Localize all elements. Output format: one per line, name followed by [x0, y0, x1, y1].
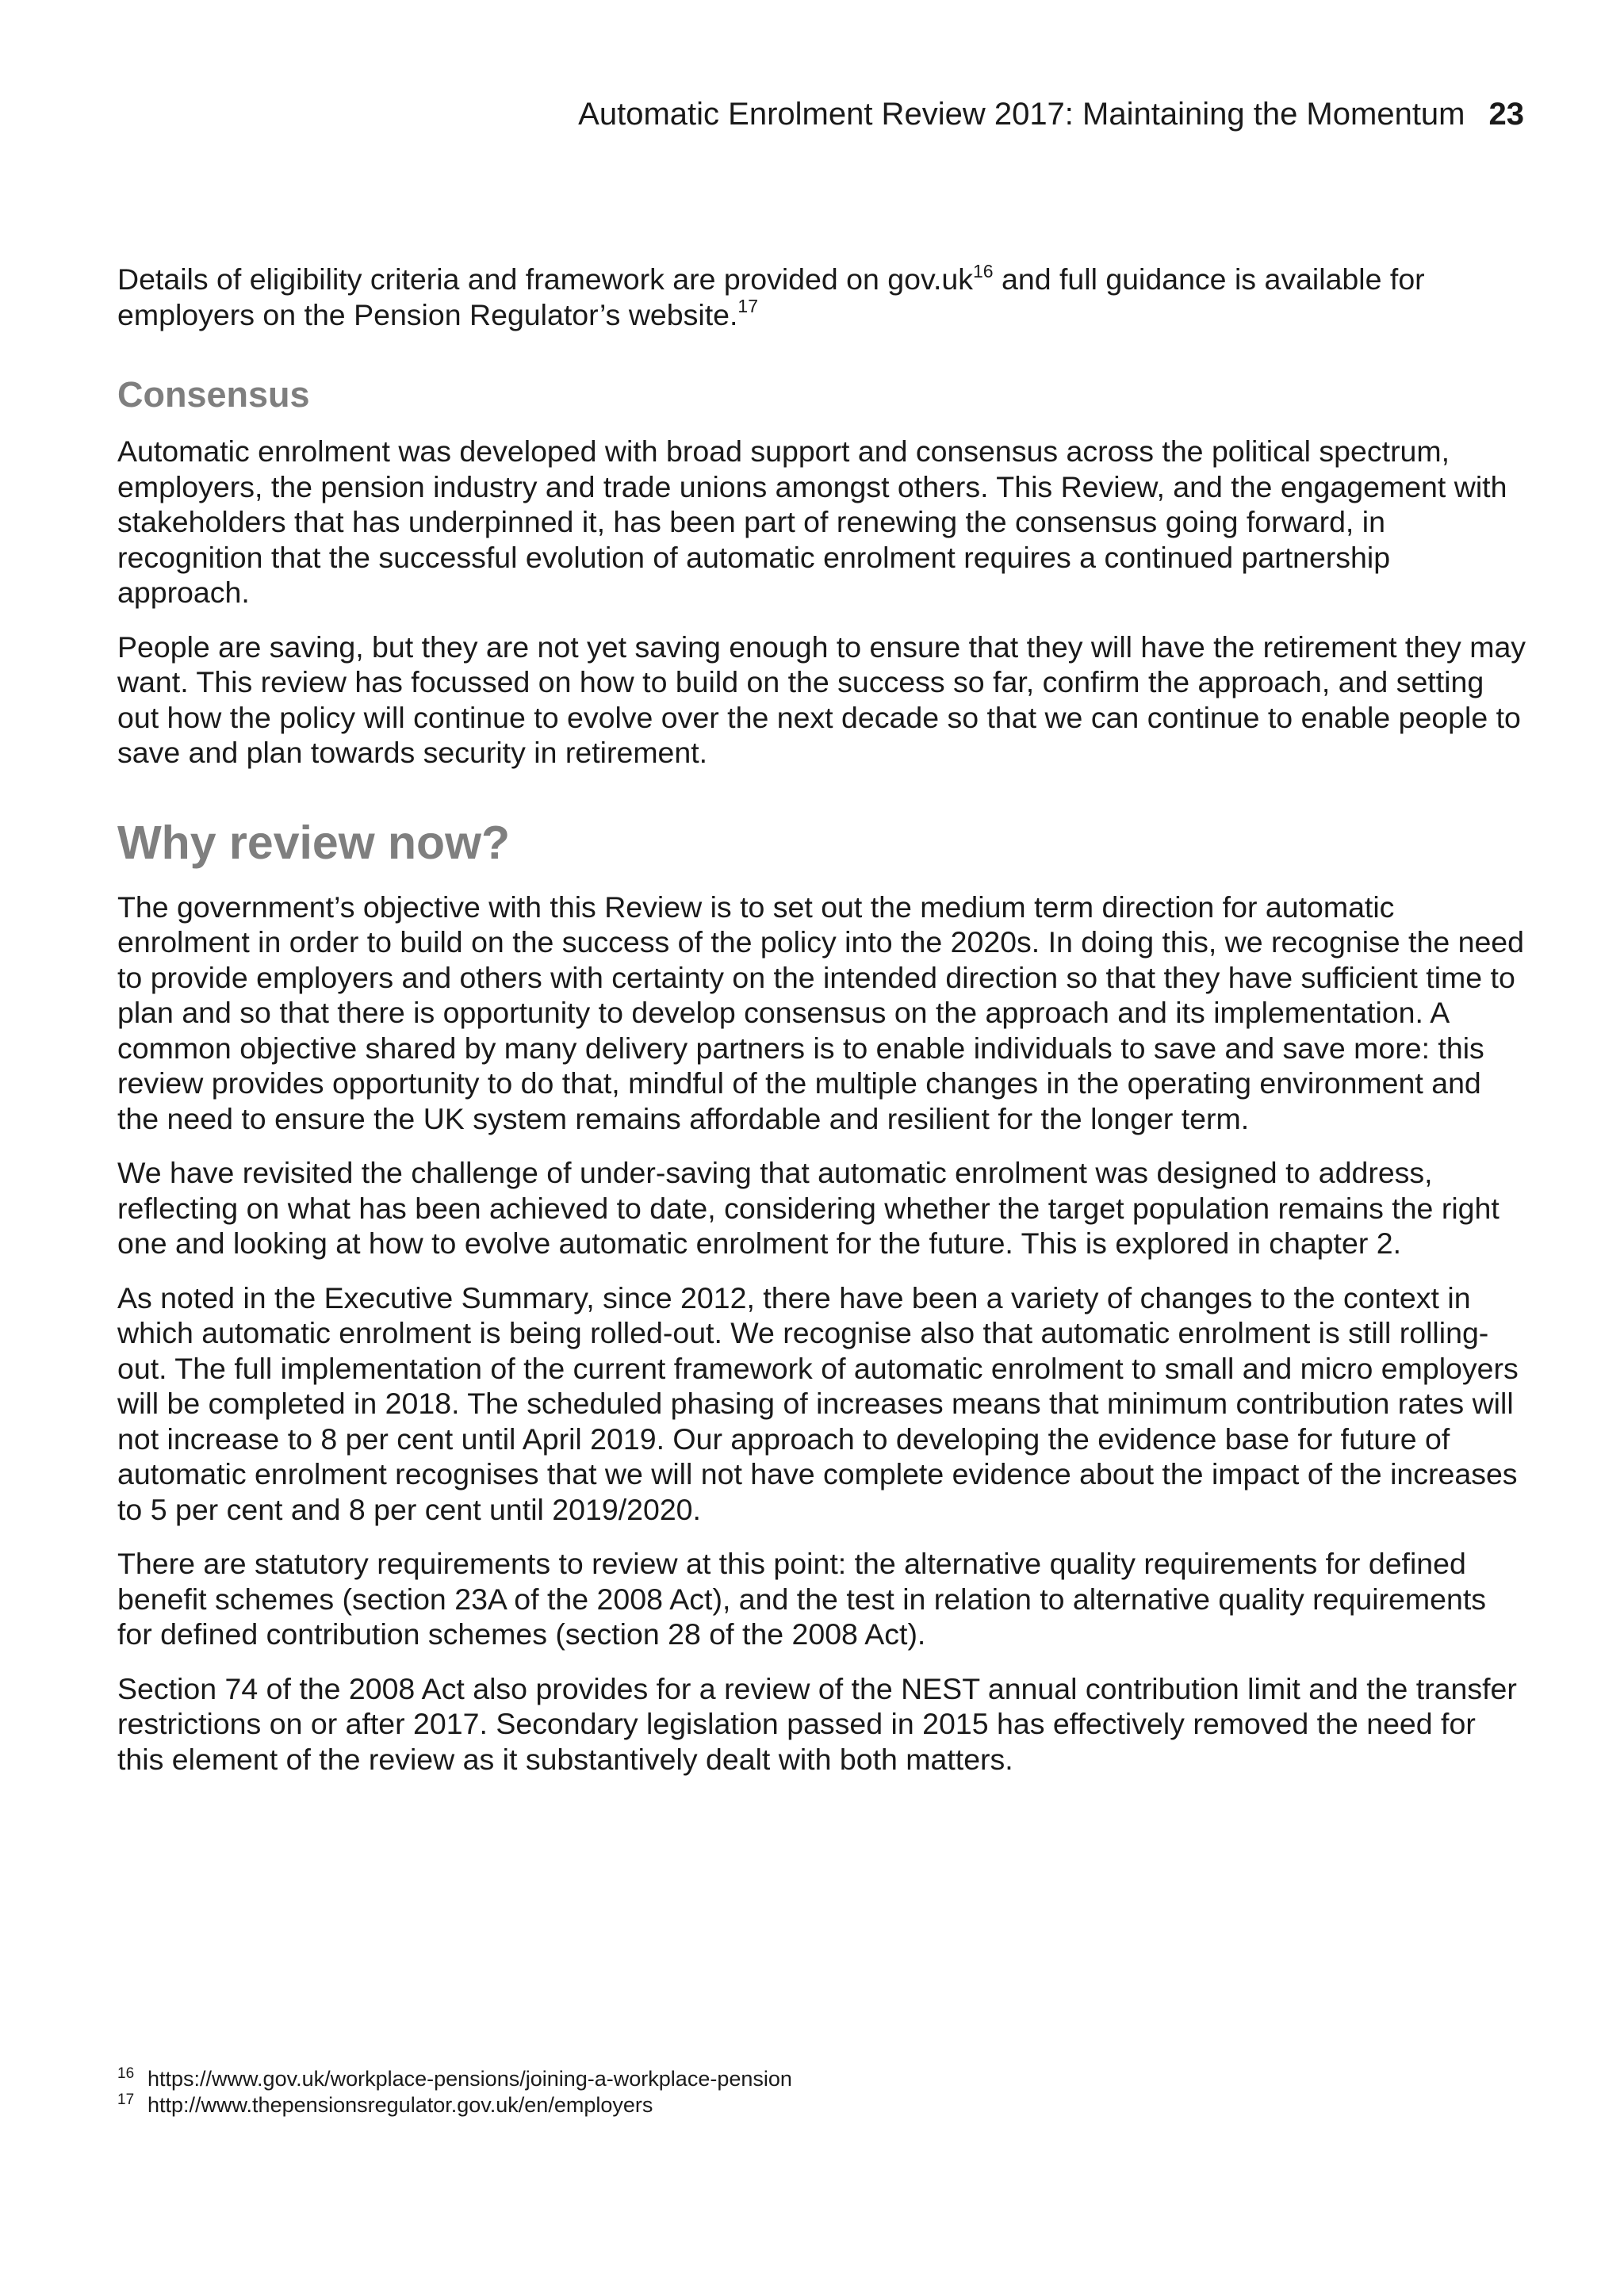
- footnote-link[interactable]: https://www.gov.uk/workplace-pensions/joining-a-workplace-pension: [147, 2067, 792, 2091]
- footnote-16: [117, 2066, 1529, 2092]
- consensus-heading: Consensus: [117, 374, 310, 415]
- footnote-marker: 16: [117, 2065, 135, 2082]
- page-number: 23: [1488, 97, 1524, 132]
- consensus-paragraph: Automatic enrolment was developed with broad support and consensus across the political spectrum, employers, the pension industry and trade unions amongst others. This Review, and the engagement with stakeholders that has underpinned it, has been part of renewing the consensus going forward, in recognition that the successful evolution of automatic enrolment requires a continued partnership approach.: [117, 434, 1507, 609]
- why-review-paragraph: As noted in the Executive Summary, since 2012, there have been a variety of changes to the context in which automatic enrolment is being rolled-out. We recognise also that automatic enrolment is still rolling-out. The full implementation of the current framework of automatic enrolment to small and micro employers will be completed in 2018. The scheduled phasing of increases means that minimum contribution rates will not increase to 8 per cent until April 2019. Our approach to developing the evidence base for future of automatic enrolment recognises that we will not have complete evidence about the impact of the increases to 5 per cent and 8 per cent until 2019/2020.: [117, 1280, 1519, 1526]
- consensus-paragraph: People are saving, but they are not yet saving enough to ensure that they will have the retirement they may want. This review has focussed on how to build on the success so far, confirm the approach, and setting out how the policy will continue to evolve over the next decade so that we can continue to enable people to save and plan towards security in retirement.: [117, 629, 1526, 769]
- footnote-ref-16[interactable]: 16: [972, 260, 994, 281]
- why-review-paragraph: The government’s objective with this Review is to set out the medium term direction for automatic enrolment in order to build on the success of the policy into the 2020s. In doing this, we recognise the need to provide employers and others with certainty on the intended direction so that they have sufficient time to plan and so that there is opportunity to develop consensus on the approach and its implementation. A common objective shared by many delivery partners is to enable individuals to save and save more: this review provides opportunity to do that, mindful of the multiple changes in the operating environment and the need to ensure the UK system remains affordable and resilient for the longer term.: [117, 890, 1525, 1135]
- running-header: [578, 94, 1524, 135]
- intro-paragraph: [117, 262, 1529, 332]
- why-review-paragraph: We have revisited the challenge of under-saving that automatic enrolment was designed to address, reflecting on what has been achieved to date, considering whether the target population remains the right one and looking at how to evolve automatic enrolment for the future. This is explored in chapter 2.: [117, 1156, 1500, 1260]
- footnote-ref-17[interactable]: 17: [737, 296, 758, 316]
- footnotes: [117, 2066, 1529, 2118]
- intro-text: Details of eligibility criteria and framework are provided on gov.uk: [117, 262, 973, 296]
- footnote-marker: 17: [117, 2091, 135, 2108]
- footnote-17: [117, 2092, 1529, 2118]
- page-body: [117, 262, 1529, 1796]
- why-review-paragraph: Section 74 of the 2008 Act also provides for a review of the NEST annual contribution limit and the transfer restrictions on or after 2017. Secondary legislation passed in 2015 has effectively removed the need for this element of the review as it substantively dealt with both matters.: [117, 1671, 1517, 1776]
- why-review-heading: Why review now?: [117, 816, 511, 869]
- intro-text: and full guidance is available for employers on the Pension Regulator’s website.: [117, 262, 1425, 331]
- document-title: Automatic Enrolment Review 2017: Maintaining the Momentum: [578, 97, 1465, 132]
- why-review-paragraph: There are statutory requirements to review at this point: the alternative quality requirements for defined benefit schemes (section 23A of the 2008 Act), and the test in relation to alternative quality requirements for defined contribution schemes (section 28 of the 2008 Act).: [117, 1547, 1487, 1651]
- footnote-link[interactable]: http://www.thepensionsregulator.gov.uk/en/employers: [147, 2093, 653, 2117]
